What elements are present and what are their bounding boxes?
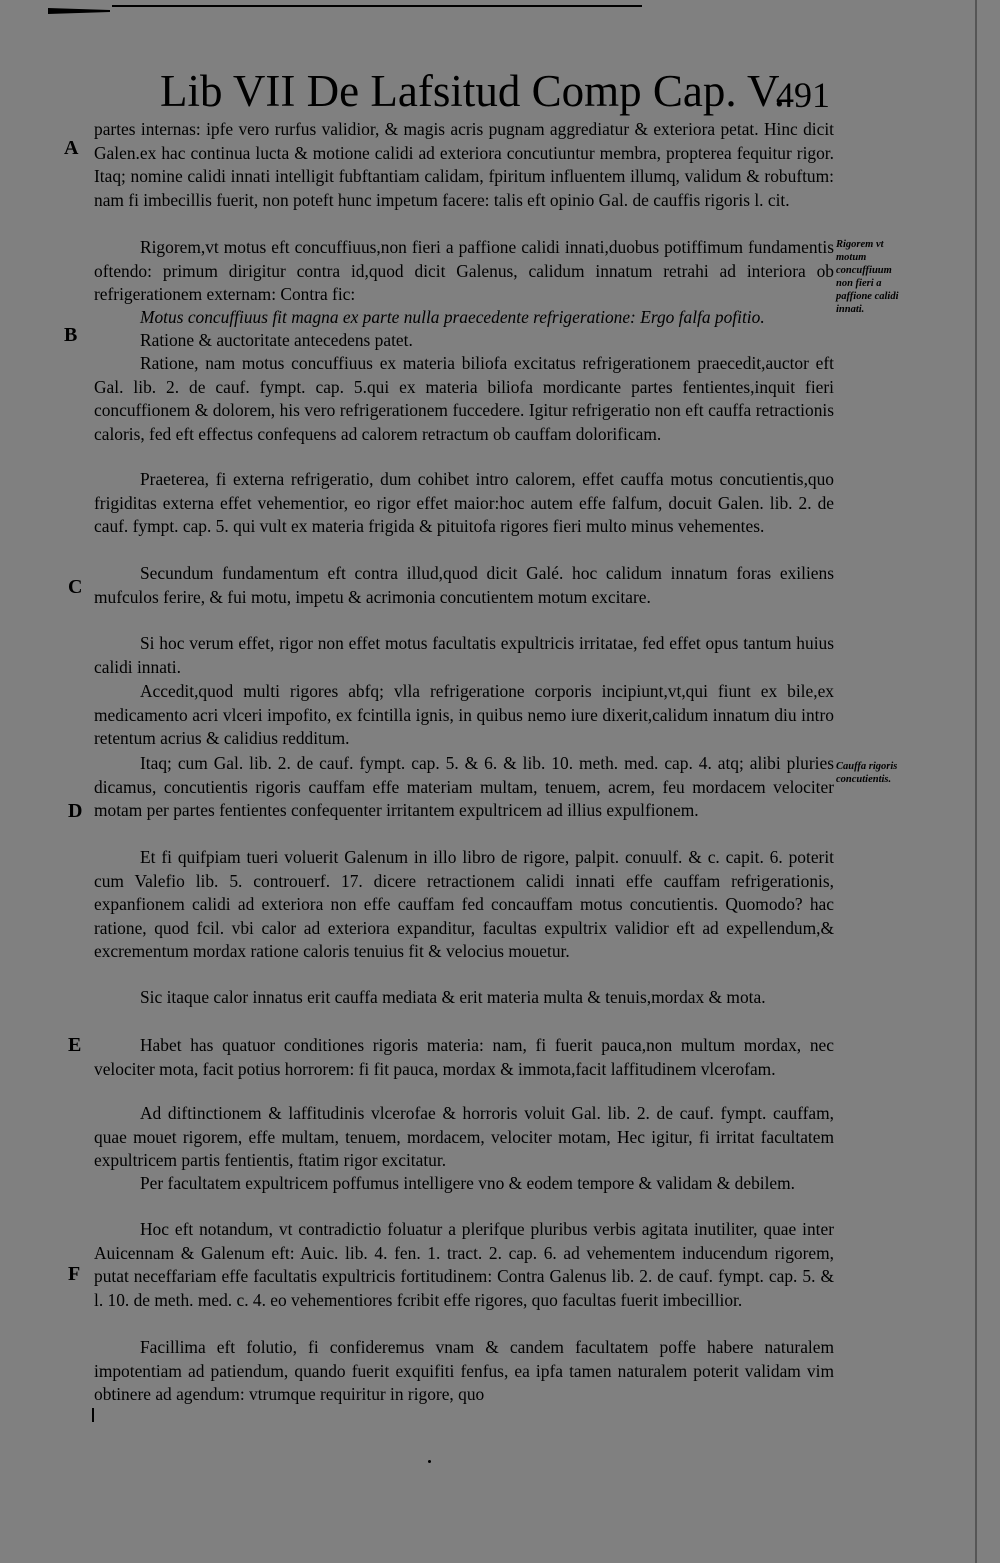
paragraph: Facillima eft folutio, fi confideremus vnam & candem facultatem poffe habere naturalem impotentiam ad patiendum, quando fuerit exquifiti fenfus, ea ipfa tamen naturalem poterit validam vim obtinere ad agendum: vtrumque requiritur in rigore, quo <box>94 1337 834 1405</box>
margin-note-caussa: Cauffa rigoris concutientis. <box>836 761 898 785</box>
running-title: Lib VII De Lafsitud Comp Cap. V. <box>160 66 785 116</box>
section-letter-e: E <box>68 1034 82 1056</box>
section-letter-c: C <box>68 576 83 598</box>
paragraph: Hoc eft notandum, vt contradictio foluatur a plerifque pluribus verbis agitata inutiliter, quae inter Auicennam & Galenum eft: Auic. lib. 4. fen. 1. tract. 2. cap. 6. ad vehementem inducendum rigorem, putat neceffariam effe facultatis expultricis fortitudinem: Contra Galenus lib. 2. de cauf. fympt. cap. 5. & l. 10. de meth. med. c. 4. eo vehementiores fcribit effe rigores, quo facultas fuerit imbecillior. <box>94 1219 834 1310</box>
ink-speck <box>92 1408 94 1422</box>
top-rule <box>112 5 642 7</box>
section-letter-f: F <box>68 1263 81 1285</box>
paragraph: Praeterea, fi externa refrigeratio, dum cohibet intro calorem, effet cauffa motus concutientis,quo frigiditas externa effet vehementior, eo rigor effet maior:hoc autem effe falfum, docuit Galen. lib. 2. de cauf. fympt. cap. 5. qui vult ex materia frigida & pituitofa rigores fieri multo minus vehementes. <box>94 469 834 537</box>
paragraph: Ratione, nam motus concuffiuus ex materia biliofa excitatus refrigerationem praecedit,auctor eft Gal. lib. 2. de cauf. fympt. cap. 5.qui ex materia biliofa mordicante partes fentientes,inquit fieri concuffionem & dolorem, his vero refrigerationem fuccedere. Igitur refrigeratio non eft cauffa retractionis caloris, fed eft effectus confequens ad calorem retractum ob cauffam dolorificam. <box>94 353 834 444</box>
paragraph: Accedit,quod multi rigores abfq; vlla refrigeratione corporis incipiunt,vt,qui fiunt ex bile,ex medicamento acri vlceri impofito, ex fcintilla ignis, in quibus nemo iure dixerit,calidum innatum diu intro retentum acrius & calidius redditum. <box>94 681 834 749</box>
paragraph: Rigorem,vt motus eft concuffiuus,non fieri a paffione calidi innati,duobus potiffimum fundamentis oftendo: primum dirigitur contra id,quod dicit Galenus, calidum innatum retrahi ad interiora ob refrigerationem externam: Contra fic: <box>94 237 834 305</box>
paragraph: Ad diftinctionem & laffitudinis vlcerofae & horroris voluit Gal. lib. 2. de cauf. fympt. cauffam, quae mouet rigorem, effe multam, tenuem, mordacem, velociter motam, Hec igitur, fi irritat facultatem expultricem partis fentientis, ftatim rigor excitatur. <box>94 1103 834 1171</box>
paragraph: Si hoc verum effet, rigor non effet motus facultatis expultricis irritatae, fed effet opus tantum huius calidi innati. <box>94 633 834 677</box>
page-number: 491 <box>776 75 830 115</box>
paragraph: Habet has quatuor conditiones rigoris materia: nam, fi fuerit pauca,non multum mordax, nec velociter mota, facit potius horrorem: fi fit pauca, mordax & immota,facit laffitudinem vlcerofam. <box>94 1035 834 1079</box>
section-letter-d: D <box>68 800 83 822</box>
paragraph: Sic itaque calor innatus erit cauffa mediata & erit materia multa & tenuis,mordax & mota. <box>140 987 766 1007</box>
paragraph: Secundum fundamentum eft contra illud,quod dicit Galé. hoc calidum innatum foras exiliens mufculos ferire, & fui motu, impetu & acrimonia concutientem motum excitare. <box>94 563 834 607</box>
section-letter-a: A <box>64 137 79 159</box>
running-header <box>160 66 840 116</box>
paragraph: Ratione & auctoritate antecedens patet. <box>140 330 413 350</box>
paragraph: Per facultatem expultricem poffumus intelligere vno & eodem tempore & validam & debilem. <box>140 1173 796 1193</box>
paragraph: partes internas: ipfe vero rurfus validior, & magis acris pugnam aggrediatur & exteriora petat. Hinc dicit Galen.ex hac continua lucta & motione calidi ad exteriora concutiuntur membra, propterea fequitur rigor. Itaq; nomine calidi innati intelligit fubftantiam calidam, fpiritum influentem illumq, validum & robuftum: nam fi imbecillis fuerit, non poteft hunc impetum facere: talis eft opinio Gal. de cauffis rigoris l. cit. <box>94 119 834 210</box>
margin-note-rigor: Rigorem vt motum concuffiuum non fieri a paffione calidi innati. <box>836 239 899 315</box>
ink-speck <box>428 1460 431 1463</box>
section-letter-b: B <box>64 324 78 346</box>
paragraph: Motus concuffiuus fit magna ex parte nulla praecedente refrigeratione: Ergo falfa pofitio. <box>140 307 765 327</box>
paragraph: Et fi quifpiam tueri voluerit Galenum in illo libro de rigore, palpit. conuulf. & c. capit. 6. poterit cum Valefio lib. 5. controuerf. 17. dicere retractionem calidi innati effe cauffam refrigerationis, expanfionem calidi ad exteriora non effe cauffam fed concauffam motus concutientis. Quomodo? hac ratione, quod fcil. vbi calor ad exteriora expanditur, facultas expultrix validior eft ad expellendum,& excrementum mordax ratione caloris tenuius fit & velocius mouetur. <box>94 847 834 962</box>
arrow-mark-icon <box>48 8 110 14</box>
page-edge-shadow <box>975 0 977 1563</box>
paragraph: Itaq; cum Gal. lib. 2. de cauf. fympt. cap. 5. & 6. & lib. 10. meth. med. cap. 4. atq; alibi pluries dicamus, concutientis rigoris cauffam effe materiam multam, tenuem, acrem, feu mordacem velociter motam per partes fentientes confequenter irritantem expultricem ad illius expulfionem. <box>94 753 834 821</box>
